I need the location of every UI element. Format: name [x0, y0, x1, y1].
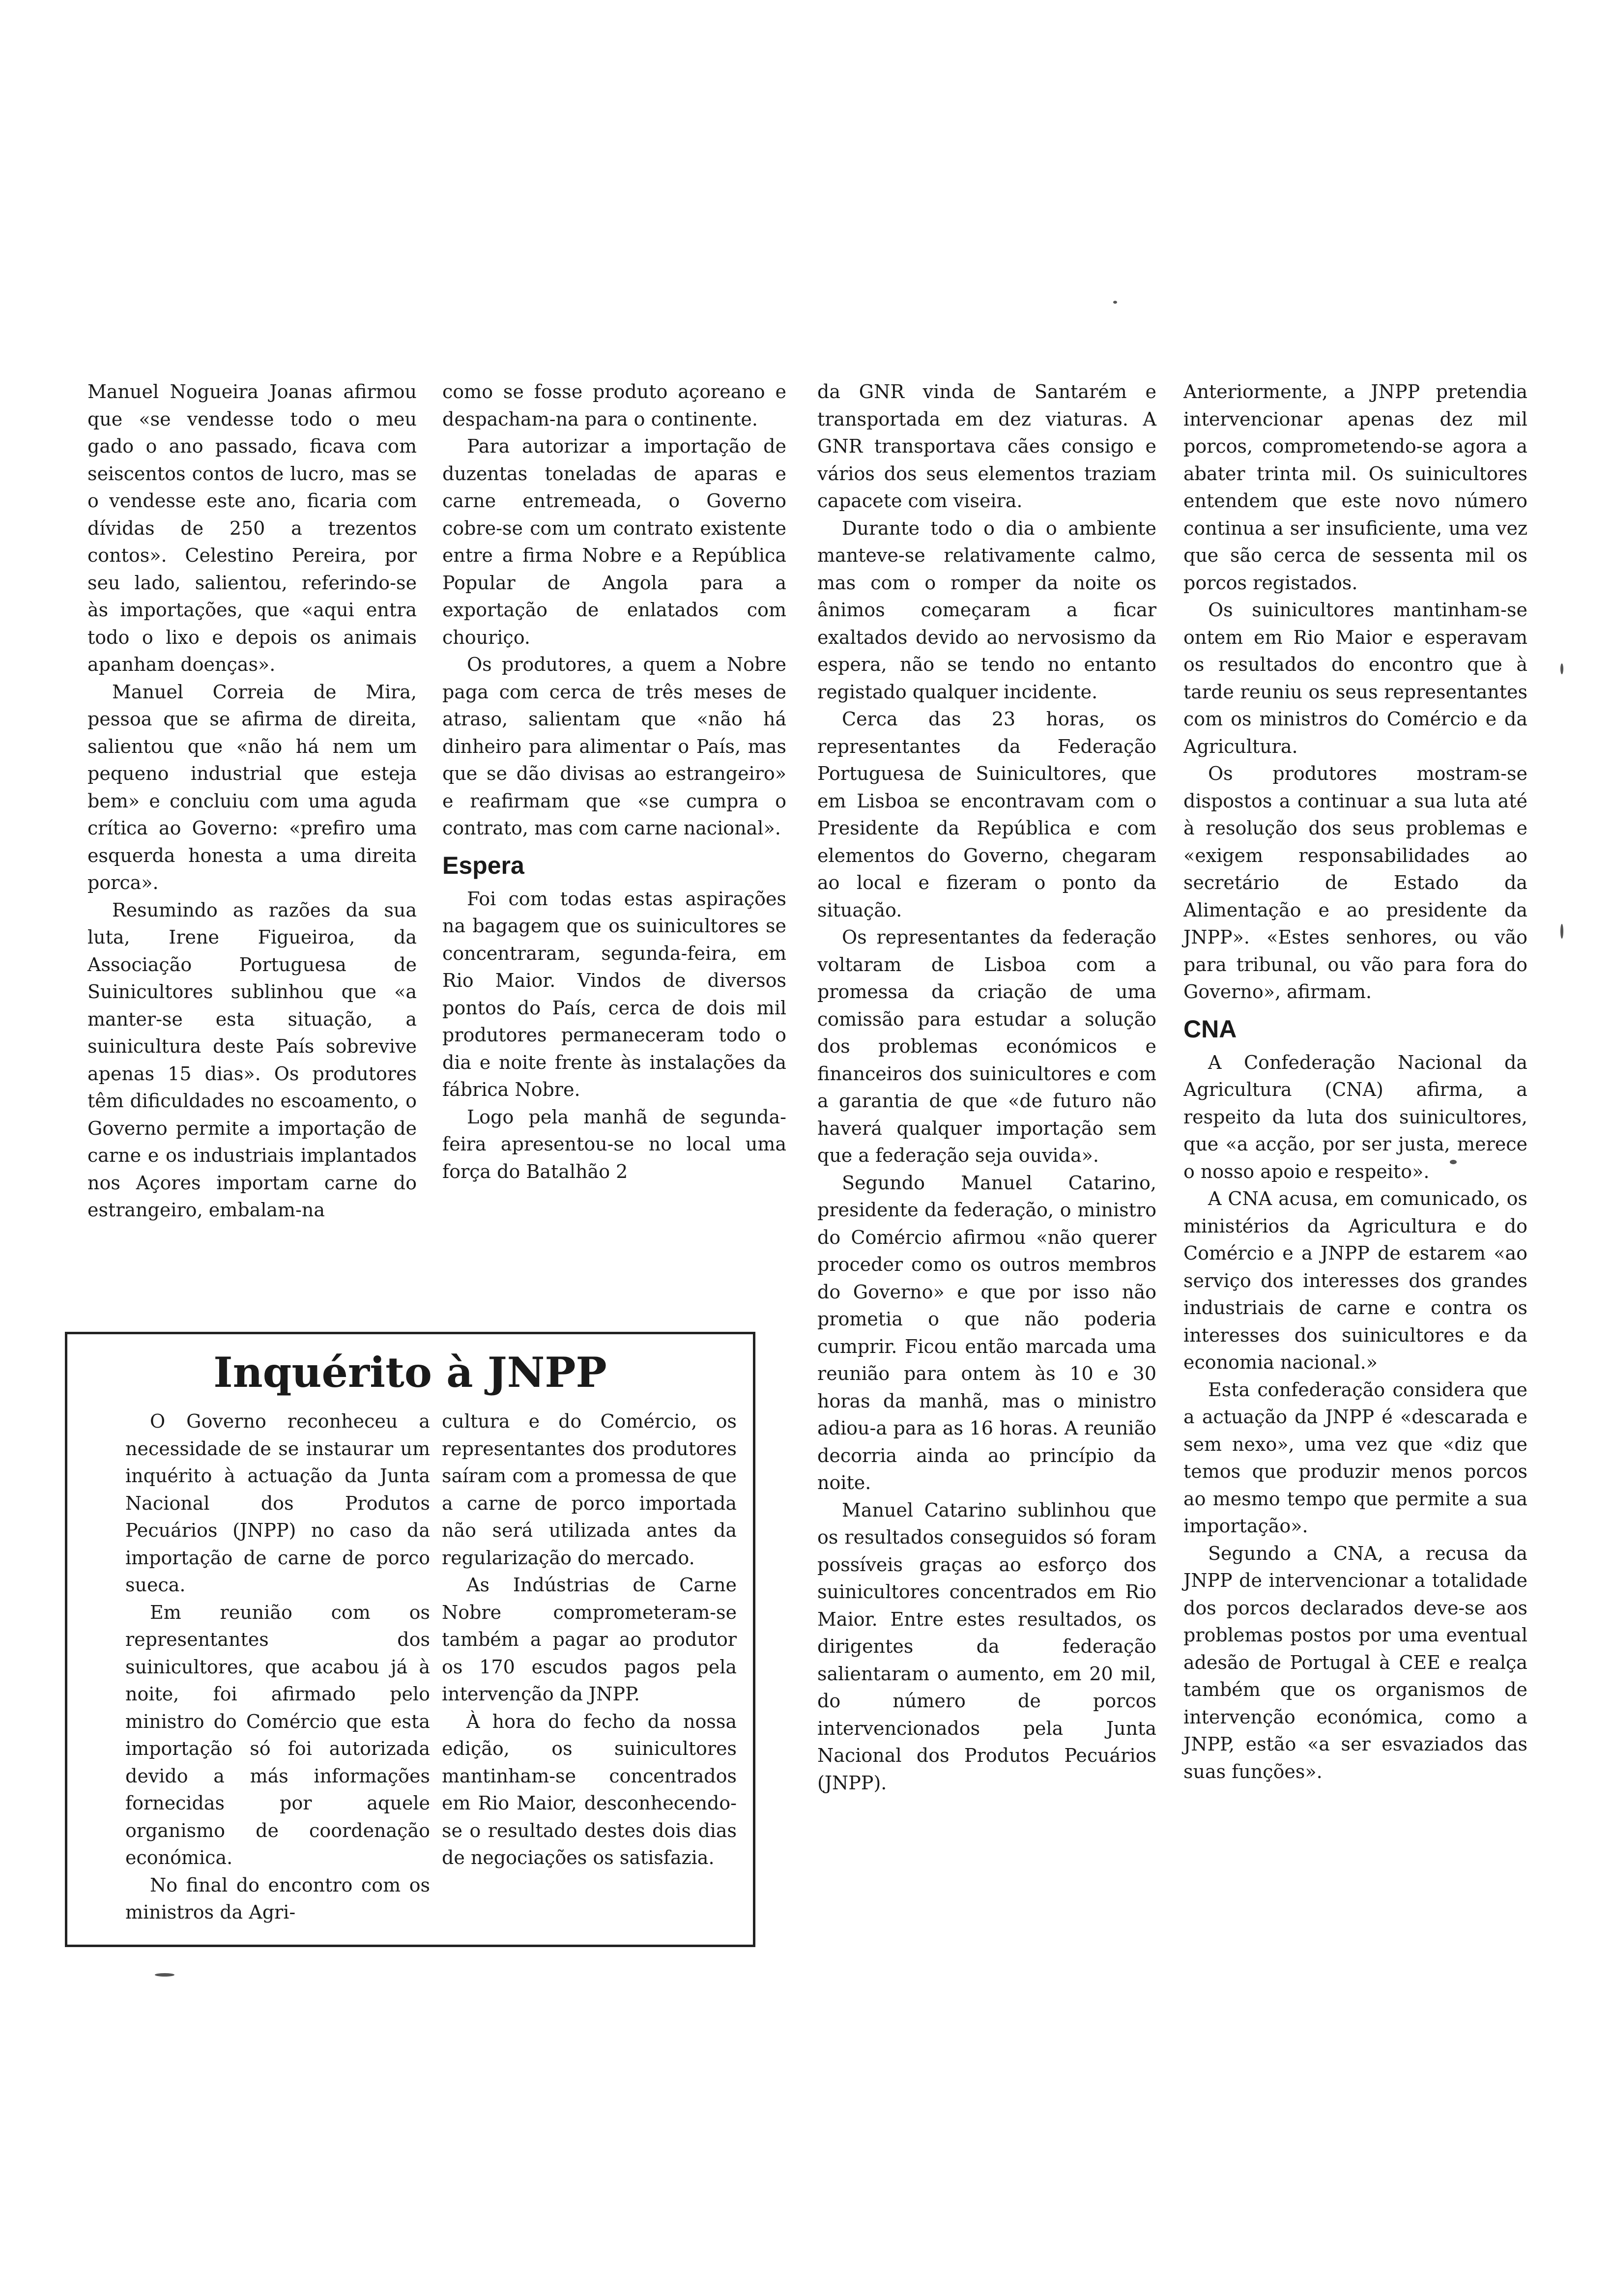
- subheading-cna: CNA: [1183, 1015, 1237, 1043]
- scan-speck: [1560, 663, 1563, 674]
- scan-speck: [1560, 924, 1563, 939]
- column-1-paragraph: Manuel Correia de Mira, pessoa que se afirma de direita, salientou que «não há nem um pequeno industrial que esteja bem» e concluiu com uma aguda crítica ao Governo: «prefiro uma esquerda honesta a uma direita porca».: [87, 681, 417, 893]
- column-3-paragraph: Os representantes da federação voltaram de Lisboa com a promessa da criação de uma comissão para estudar a solução dos problemas económicos e financeiros dos suinicultores e com a garantia de que «de futuro não haverá qualquer importação sem que a federação seja ouvida».: [817, 926, 1156, 1166]
- column-2-paragraph: como se fosse produto açoreano e despacham-na para o continente.: [442, 381, 786, 430]
- column-3-paragraph: Manuel Catarino sublinhou que os resultados conseguidos só foram possíveis graças ao esforço dos suinicultores concentrados em Rio Maior. Entre estes resultados, os dirigentes da federação salientaram o aumento, em 20 mil, do número de porcos intervencionados pela Junta Nacional dos Produtos Pecuários (JNPP).: [817, 1499, 1156, 1794]
- scan-speck: [1450, 1160, 1457, 1164]
- column-1-paragraph: Resumindo as razões da sua luta, Irene Figueiroa, da Associação Portuguesa de Suinicultores sublinhou que «a manter-se esta situação, a suinicultura deste País sobrevive apenas 15 dias». Os produtores têm dificuldades no escoamento, o Governo permite a importação de carne e os industriais implantados nos Açores importam carne do estrangeiro, embalam-na: [87, 899, 417, 1221]
- article-column-2: [442, 378, 786, 1185]
- column-2-paragraph: Foi com todas estas aspirações na bagagem que os suinicultores se concentraram, segunda-feira, em Rio Maior. Vindos de diversos pontos do País, cerca de dois mil produtores permaneceram todo o dia e noite frente às instalações da fábrica Nobre.: [442, 888, 786, 1100]
- article-column-1: [87, 378, 417, 1224]
- column-4-paragraph: Os produtores mostram-se dispostos a continuar a sua luta até à resolução dos seus problemas e «exigem responsabilidades ao secretário de Estado da Alimentação e ao presidente da JNPP». «Estes senhores, ou vão para tribunal, ou vão para fora do Governo», afirmam.: [1183, 763, 1527, 1003]
- scan-speck: [155, 1973, 174, 1977]
- article-column-4: [1183, 378, 1527, 1785]
- column-3-paragraph: Durante todo o dia o ambiente manteve-se relativamente calmo, mas com o romper da noite os ânimos começaram a ficar exaltados devido ao nervosismo da espera, não se tendo no entanto registado qualquer incidente.: [817, 517, 1156, 703]
- box-paragraph: As Indústrias de Carne Nobre comprometeram-se também a pagar ao produtor os 170 escudos pagos pela intervenção da JNPP.: [442, 1574, 737, 1705]
- box-title: Inquérito à JNPP: [213, 1348, 607, 1397]
- subheading-espera: Espera: [442, 851, 524, 879]
- column-2-paragraph: Os produtores, a quem a Nobre paga com cerca de três meses de atraso, salientam que «não há dinheiro para alimentar o País, mas que se dão divisas ao estrangeiro» e reafirmam que «se cumpra o contrato, mas com carne nacional».: [442, 654, 786, 839]
- column-3-paragraph: Cerca das 23 horas, os representantes da Federação Portuguesa de Suinicultores, que em Lisboa se encontravam com o Presidente da República e com elementos do Governo, chegaram ao local e fizeram o ponto da situação.: [817, 708, 1156, 921]
- column-4-paragraph: Segundo a CNA, a recusa da JNPP de intervencionar a totalidade dos porcos declarados deve-se aos problemas postos por uma eventual adesão de Portugal à CEE e realça também que os organismos de intervenção económica, como a JNPP, estão «a ser esvaziados das suas funções».: [1183, 1542, 1527, 1782]
- box-paragraph: No final do encontro com os ministros da Agri-: [125, 1874, 430, 1923]
- box-column-left: [125, 1408, 430, 1926]
- column-4-paragraph: A CNA acusa, em comunicado, os ministérios da Agricultura e do Comércio e a JNPP de estarem «ao serviço dos interesses dos grandes industriais de carne e contra os interesses dos suinicultores e da economia nacional.»: [1183, 1188, 1527, 1373]
- column-4-paragraph: Esta confederação considera que a actuação da JNPP é «descarada e sem nexo», uma vez que «diz que temos que produzir menos porcos ao mesmo tempo que permite a sua importação».: [1183, 1378, 1527, 1537]
- box-paragraph: cultura e do Comércio, os representantes dos produtores saíram com a promessa de que a carne de porco importada não será utilizada antes da regularização do mercado.: [442, 1410, 737, 1569]
- column-2-paragraph: Logo pela manhã de segunda-feira apresentou-se no local uma força do Batalhão 2: [442, 1106, 786, 1182]
- column-1-paragraph: Manuel Nogueira Joanas afirmou que «se vendesse todo o meu gado o ano passado, ficava com seiscentos contos de lucro, mas se o vendesse este ano, ficaria com dívidas de 250 a trezentos contos». Celestino Pereira, por seu lado, salientou, referindo-se às importações, que «aqui entra todo o lixo e depois os animais apanham doenças».: [87, 381, 417, 675]
- column-3-paragraph: da GNR vinda de Santarém e transportada em dez viaturas. A GNR transportava cães consigo e vários dos seus elementos traziam capacete com viseira.: [817, 381, 1156, 512]
- column-4-paragraph: Anteriormente, a JNPP pretendia intervencionar apenas dez mil porcos, comprometendo-se agora a abater trinta mil. Os suinicultores entendem que este novo número continua a ser insuficiente, uma vez que são cerca de sessenta mil os porcos registados.: [1183, 381, 1527, 594]
- article-column-3: [817, 378, 1156, 1797]
- column-3-paragraph: Segundo Manuel Catarino, presidente da federação, o ministro do Comércio afirmou «não querer proceder como os outros membros do Governo» e que por isso não prometia o que não poderia cumprir. Ficou então marcada uma reunião para ontem às 10 e 30 horas da manhã, mas o ministro adiou-a para as 16 horas. A reunião decorria ainda ao princípio da noite.: [817, 1172, 1156, 1493]
- column-4-paragraph: A Confederação Nacional da Agricultura (CNA) afirma, a respeito da luta dos suinicultores, que «a acção, por ser justa, merece o nosso apoio e respeito».: [1183, 1051, 1527, 1182]
- box-paragraph: Em reunião com os representantes dos suinicultores, que acabou já à noite, foi afirmado pelo ministro do Comércio que esta importação só foi autorizada devido a más informações fornecidas por aquele organismo de coordenação económica.: [125, 1601, 430, 1868]
- box-paragraph: O Governo reconheceu a necessidade de se instaurar um inquérito à actuação da Junta Nacional dos Produtos Pecuários (JNPP) no caso da importação de carne de porco sueca.: [125, 1410, 430, 1596]
- column-2-paragraph: Para autorizar a importação de duzentas toneladas de aparas e carne entremeada, o Governo cobre-se com um contrato existente entre a firma Nobre e a República Popular de Angola para a exportação de enlatados com chouriço.: [442, 435, 786, 648]
- box-paragraph: À hora do fecho da nossa edição, os suinicultores mantinham-se concentrados em Rio Maior, desconhecendo-se o resultado destes dois dias de negociações os satisfazia.: [442, 1710, 737, 1868]
- sidebar-box: [65, 1332, 755, 1947]
- scan-speck: [1113, 301, 1117, 304]
- column-4-paragraph: Os suinicultores mantinham-se ontem em Rio Maior e esperavam os resultados do encontro que à tarde reuniu os seus representantes com os ministros do Comércio e da Agricultura.: [1183, 599, 1527, 757]
- box-column-right: [442, 1408, 737, 1872]
